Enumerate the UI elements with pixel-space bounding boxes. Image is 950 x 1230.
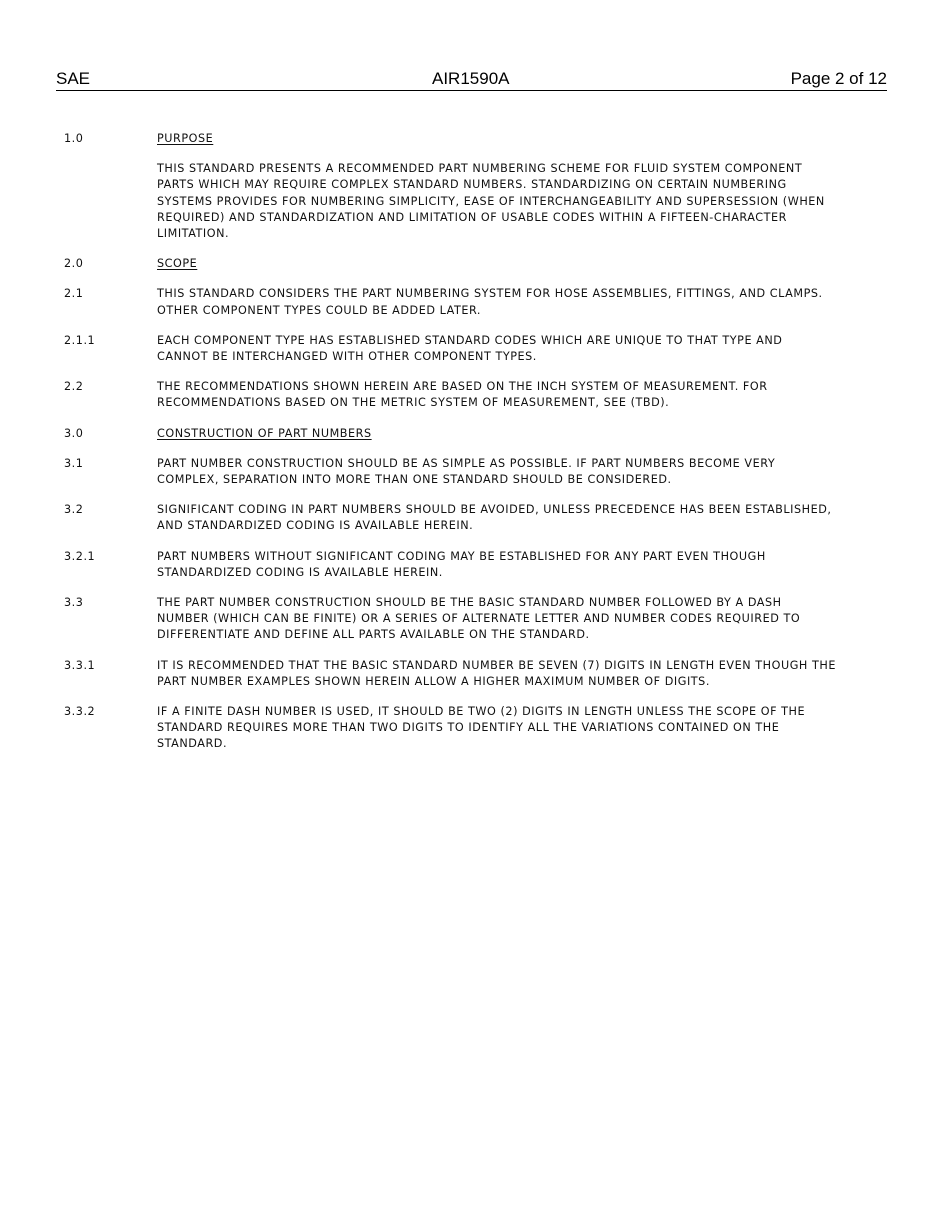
section-heading-row <box>64 426 844 442</box>
section-number: 3.3 <box>64 596 84 610</box>
paragraph-text: SIGNIFICANT CODING IN PART NUMBERS SHOULD BE AVOIDED, UNLESS PRECEDENCE HAS BEEN ESTABLISHED, AND STANDARDIZED CODING IS AVAILABLE HEREIN. <box>157 503 832 533</box>
paragraph <box>64 502 844 534</box>
paragraph <box>64 333 844 365</box>
paragraph <box>64 549 844 581</box>
paragraph <box>64 379 844 411</box>
section-number: 3.0 <box>64 426 84 440</box>
section-heading-row <box>64 131 844 147</box>
paragraph-text: IF A FINITE DASH NUMBER IS USED, IT SHOULD BE TWO (2) DIGITS IN LENGTH UNLESS THE SCOPE OF THE STANDARD REQUIRES MORE THAN TWO DIGITS TO IDENTIFY ALL THE VARIATIONS CONTAINED ON THE STANDARD. <box>157 705 806 751</box>
paragraph-text: IT IS RECOMMENDED THAT THE BASIC STANDARD NUMBER BE SEVEN (7) DIGITS IN LENGTH EVEN THOUGH THE PART NUMBER EXAMPLES SHOWN HEREIN ALLOW A HIGHER MAXIMUM NUMBER OF DIGITS. <box>157 658 836 688</box>
section-heading-row <box>64 256 844 272</box>
paragraph <box>64 704 844 753</box>
section-number: 3.3.2 <box>64 705 96 719</box>
header-org: SAE <box>56 69 91 88</box>
section-number: 3.2 <box>64 503 84 517</box>
paragraph <box>64 286 844 318</box>
section-number: 2.1.1 <box>64 333 96 347</box>
section-heading <box>157 256 837 272</box>
paragraph-text: PART NUMBER CONSTRUCTION SHOULD BE AS SIMPLE AS POSSIBLE. IF PART NUMBERS BECOME VERY COMPLEX, SEPARATION INTO MORE THAN ONE STANDARD SHOULD BE CONSIDERED. <box>157 456 776 487</box>
paragraph-text: EACH COMPONENT TYPE HAS ESTABLISHED STANDARD CODES WHICH ARE UNIQUE TO THAT TYPE AND CANNOT BE INTERCHANGED WITH OTHER COMPONENT TYPES. <box>157 333 783 364</box>
paragraph-text: THIS STANDARD PRESENTS A RECOMMENDED PART NUMBERING SCHEME FOR FLUID SYSTEM COMPONENT PARTS WHICH MAY REQUIRE COMPLEX STANDARD NUMBERS. STANDARDIZING ON CERTAIN NUMBERING SYSTEMS PROVIDES FOR NUMBERING SIMPLICITY, EASE OF INTERCHANGEABILITY AND SUPERSESSION (WHEN REQUIRED) AND STANDARDIZATION AND LIMITATION OF USABLE CODES WITHIN A FIFTEEN-CHARACTER LIMITATION. <box>157 162 825 241</box>
page-header <box>56 68 887 91</box>
heading-text: SCOPE <box>157 257 198 271</box>
section-heading <box>157 131 837 147</box>
paragraph-text: PART NUMBERS WITHOUT SIGNIFICANT CODING MAY BE ESTABLISHED FOR ANY PART EVEN THOUGH STANDARDIZED CODING IS AVAILABLE HEREIN. <box>157 549 766 579</box>
section-number: 3.1 <box>64 456 84 470</box>
section-number: 3.3.1 <box>64 658 96 672</box>
section-number: 2.0 <box>64 257 84 271</box>
section-heading <box>157 426 837 442</box>
paragraph <box>64 595 844 644</box>
paragraph-text: THE RECOMMENDATIONS SHOWN HEREIN ARE BASED ON THE INCH SYSTEM OF MEASUREMENT. FOR RECOMMENDATIONS BASED ON THE METRIC SYSTEM OF MEASUREMENT, SEE (TBD). <box>157 380 768 410</box>
heading-text: CONSTRUCTION OF PART NUMBERS <box>157 426 372 440</box>
section-number: 2.1 <box>64 287 84 301</box>
header-page-number: Page 2 of 12 <box>790 69 887 88</box>
section-number: 3.2.1 <box>64 549 96 563</box>
heading-text: PURPOSE <box>157 132 214 145</box>
header-doc-number: AIR1590A <box>432 69 510 88</box>
document-body <box>64 131 844 767</box>
paragraph <box>64 456 844 488</box>
paragraph <box>64 658 844 690</box>
section-number: 1.0 <box>64 132 84 145</box>
paragraph-text: THIS STANDARD CONSIDERS THE PART NUMBERING SYSTEM FOR HOSE ASSEMBLIES, FITTINGS, AND CLAMPS. OTHER COMPONENT TYPES COULD BE ADDED LATER. <box>157 287 823 317</box>
section-number: 2.2 <box>64 380 84 394</box>
paragraph-text: THE PART NUMBER CONSTRUCTION SHOULD BE THE BASIC STANDARD NUMBER FOLLOWED BY A DASH NUMBER (WHICH CAN BE FINITE) OR A SERIES OF ALTERNATE LETTER AND NUMBER CODES REQUIRED TO DIFFERENTIATE AND DEFINE ALL PARTS AVAILABLE ON THE STANDARD. <box>157 596 801 642</box>
section-number <box>64 161 157 242</box>
paragraph <box>64 161 844 242</box>
